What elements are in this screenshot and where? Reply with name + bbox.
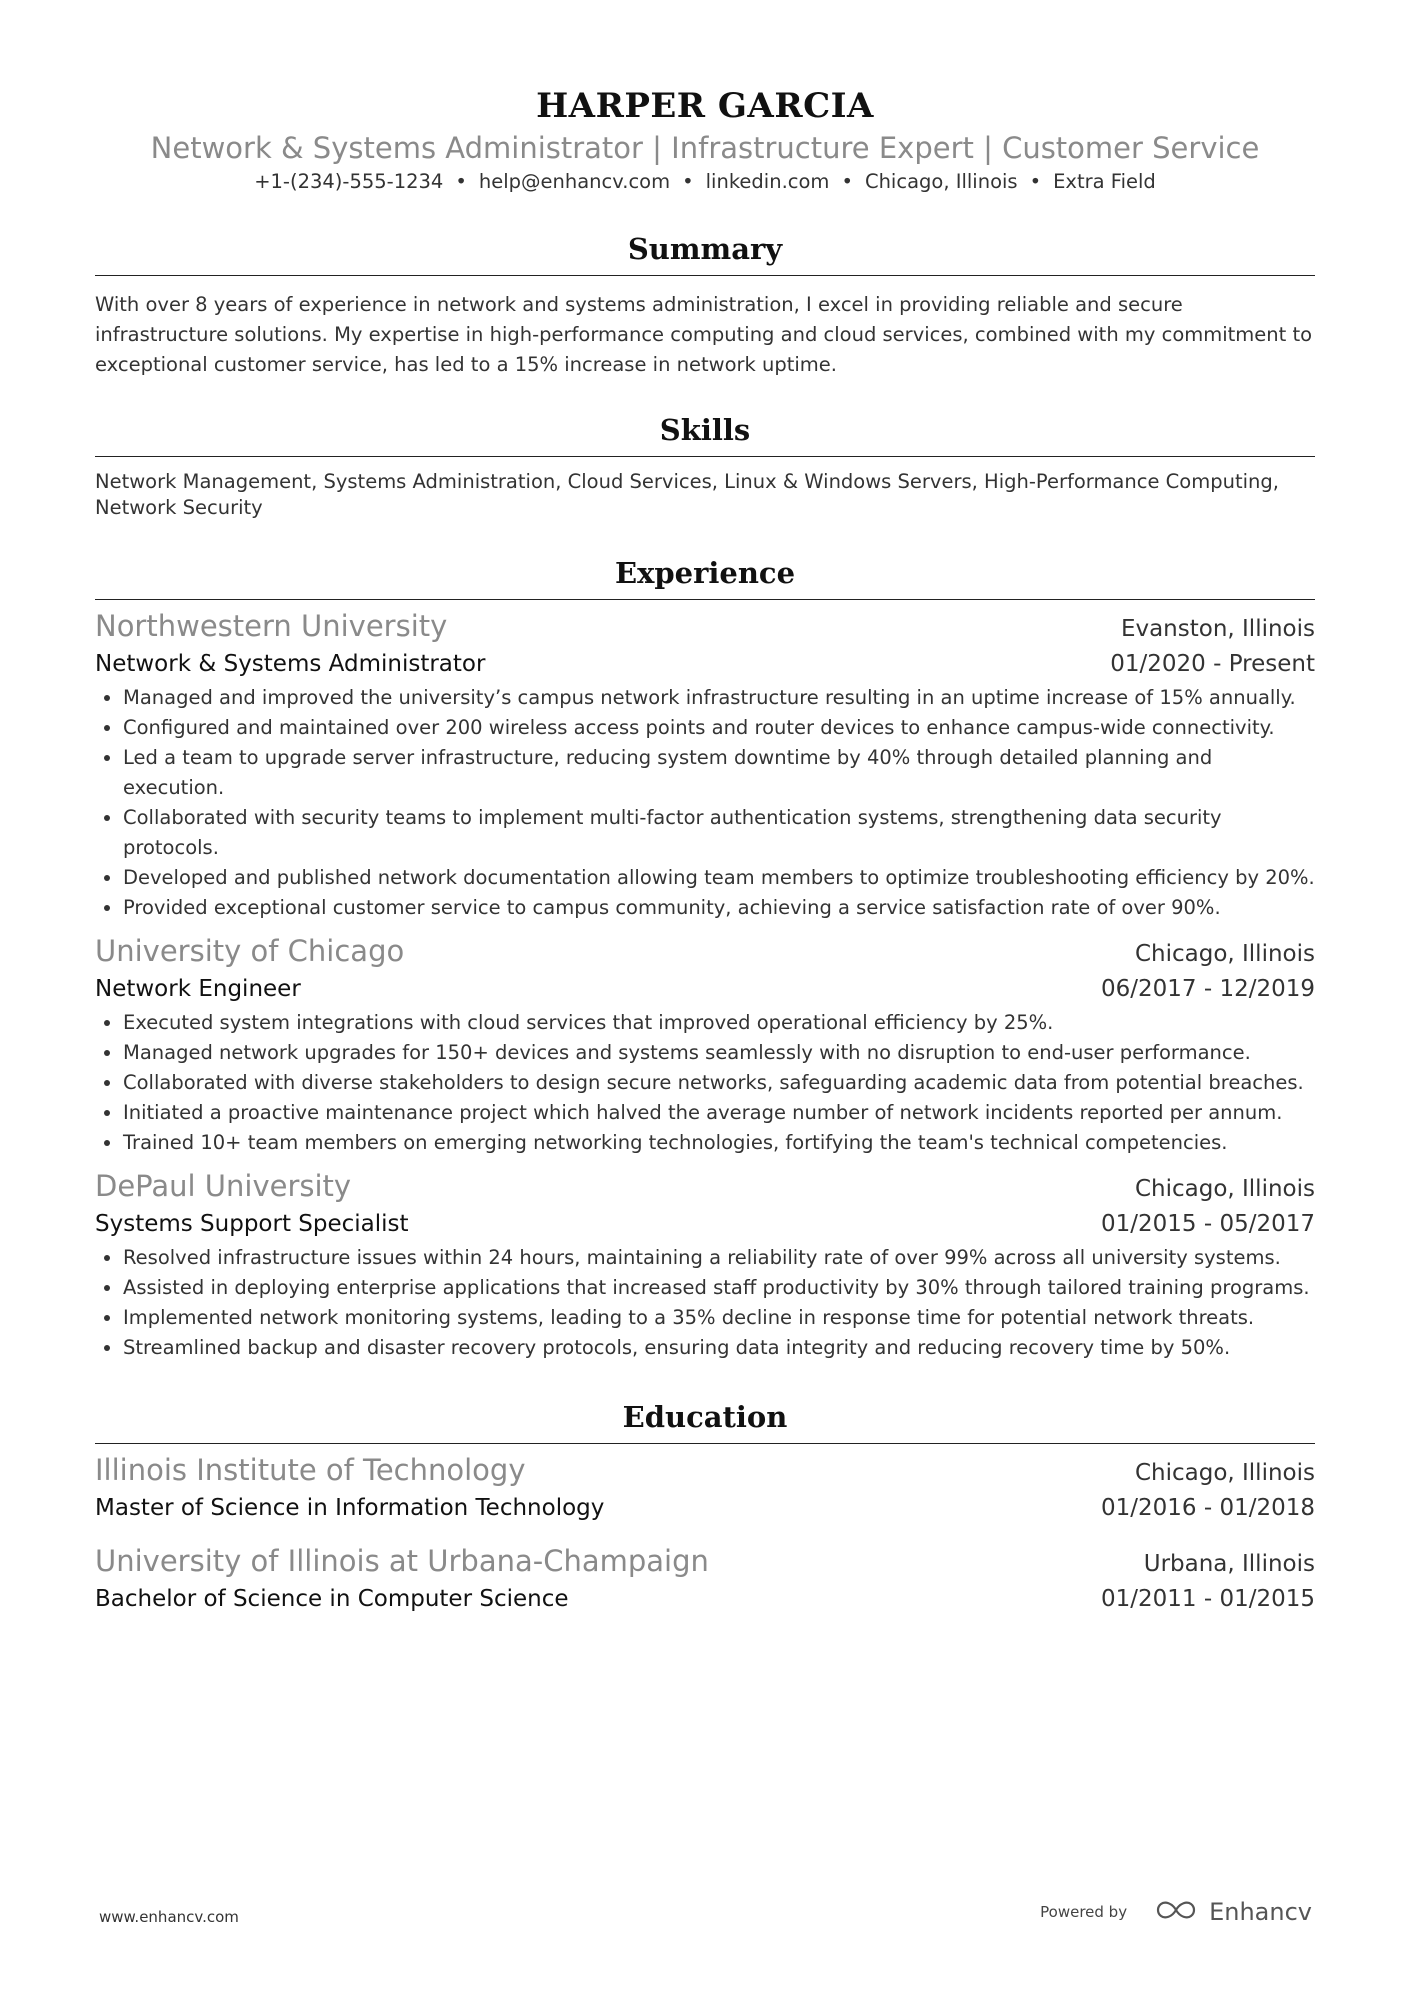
section-divider [95,275,1315,276]
contact-email: help@enhancv.com [478,170,671,193]
footer-branding [1040,1898,1312,1926]
contact-linkedin: linkedin.com [705,170,830,193]
contact-extra: Extra Field [1053,170,1156,193]
job-bullet: • Trained 10+ team members on emerging networking technologies, fortifying the team's technical competencies. [123,1128,1315,1158]
job-dates: 06/2017 - 12/2019 [1100,976,1315,1002]
job-bullets [95,1243,1315,1363]
job-bullet: • Led a team to upgrade server infrastructure, reducing system downtime by 40% through detailed planning and execution. [123,743,1315,803]
job-bullet: • Implemented network monitoring systems, leading to a 35% decline in response time for potential network threats. [123,1303,1315,1333]
company-name: University of Chicago [95,934,405,968]
contact-line [95,168,1315,196]
job-dates: 01/2020 - Present [1110,651,1315,677]
contact-separator: • [841,170,853,193]
section-divider [95,1443,1315,1444]
education-section [95,1397,1315,1616]
job-bullet: • Managed network upgrades for 150+ devices and systems seamlessly with no disruption to end-user performance. [123,1038,1315,1068]
skills-title: Skills [659,413,751,447]
job-bullet: • Initiated a proactive maintenance project which halved the average number of network incidents reported per annum. [123,1098,1315,1128]
school-location: Chicago, Illinois [1134,1460,1315,1486]
degree-title: Bachelor of Science in Computer Science [95,1586,569,1612]
degree-title: Master of Science in Information Technology [95,1495,605,1521]
job-bullets [95,683,1315,923]
experience-entry [95,608,1315,923]
job-title: Network Engineer [95,976,301,1002]
powered-by-label: Powered by [1040,1903,1128,1921]
job-location: Chicago, Illinois [1134,941,1315,967]
experience-title: Experience [614,556,796,590]
education-title: Education [622,1400,788,1434]
experience-entry [95,1168,1315,1363]
job-bullet: • Resolved infrastructure issues within 24 hours, maintaining a reliability rate of over 99% across all university systems. [123,1243,1315,1273]
section-divider [95,456,1315,457]
skills-section [95,410,1315,521]
section-divider [95,599,1315,600]
contact-separator: • [455,170,467,193]
contact-separator: • [682,170,694,193]
experience-entry [95,933,1315,1158]
job-bullet: • Provided exceptional customer service to campus community, achieving a service satisfaction rate of over 90%. [123,893,1315,923]
job-bullets [95,1008,1315,1158]
education-entry [95,1452,1315,1525]
summary-section [95,229,1315,380]
job-bullet: • Developed and published network documentation allowing team members to optimize troubleshooting efficiency by 20%. [123,863,1315,893]
skills-text: Network Management, Systems Administration, Cloud Services, Linux & Windows Servers, High-Performance Computing, Network Security [95,470,1279,519]
company-name: DePaul University [95,1169,352,1203]
enhancv-infinity-icon [1153,1898,1199,1926]
job-dates: 01/2015 - 05/2017 [1100,1211,1315,1237]
education-dates: 01/2016 - 01/2018 [1100,1495,1315,1521]
summary-text: With over 8 years of experience in network and systems administration, I excel in providing reliable and secure infrastructure solutions. My expertise in high-performance computing and cloud services, combined with my commitment to exceptional customer service, has led to a 15% increase in network uptime. [95,293,1313,376]
school-name: University of Illinois at Urbana-Champaign [95,1544,709,1578]
job-bullet: • Collaborated with security teams to implement multi-factor authentication systems, strengthening data security protocols. [123,803,1315,863]
company-name: Northwestern University [95,609,448,643]
job-bullet: • Executed system integrations with cloud services that improved operational efficiency by 25%. [123,1008,1315,1038]
school-location: Urbana, Illinois [1143,1551,1315,1577]
job-title: Systems Support Specialist [95,1211,409,1237]
contact-separator: • [1029,170,1042,193]
job-bullet: • Assisted in deploying enterprise applications that increased staff productivity by 30% through tailored training programs. [123,1273,1315,1303]
job-location: Chicago, Illinois [1134,1176,1315,1202]
candidate-tagline: Network & Systems Administrator | Infrastructure Expert | Customer Service [150,131,1260,165]
contact-phone: +1-(234)-555-1234 [254,170,444,193]
school-name: Illinois Institute of Technology [95,1453,526,1487]
summary-title: Summary [627,232,783,266]
job-bullet: • Configured and maintained over 200 wireless access points and router devices to enhance campus-wide connectivity. [123,713,1315,743]
job-bullet: • Managed and improved the university’s campus network infrastructure resulting in an uptime increase of 15% annually. [123,683,1315,713]
job-location: Evanston, Illinois [1120,616,1315,642]
education-entry [95,1543,1315,1616]
brand-name: Enhancv [1209,1898,1312,1926]
job-title: Network & Systems Administrator [95,651,486,677]
education-dates: 01/2011 - 01/2015 [1100,1586,1315,1612]
experience-section [95,553,1315,1363]
job-bullet: • Streamlined backup and disaster recovery protocols, ensuring data integrity and reducing recovery time by 50%. [123,1333,1315,1363]
job-bullet: • Collaborated with diverse stakeholders to design secure networks, safeguarding academic data from potential breaches. [123,1068,1315,1098]
candidate-name: HARPER GARCIA [536,86,874,126]
footer-website[interactable]: www.enhancv.com [99,1908,239,1926]
contact-location: Chicago, Illinois [864,170,1018,193]
